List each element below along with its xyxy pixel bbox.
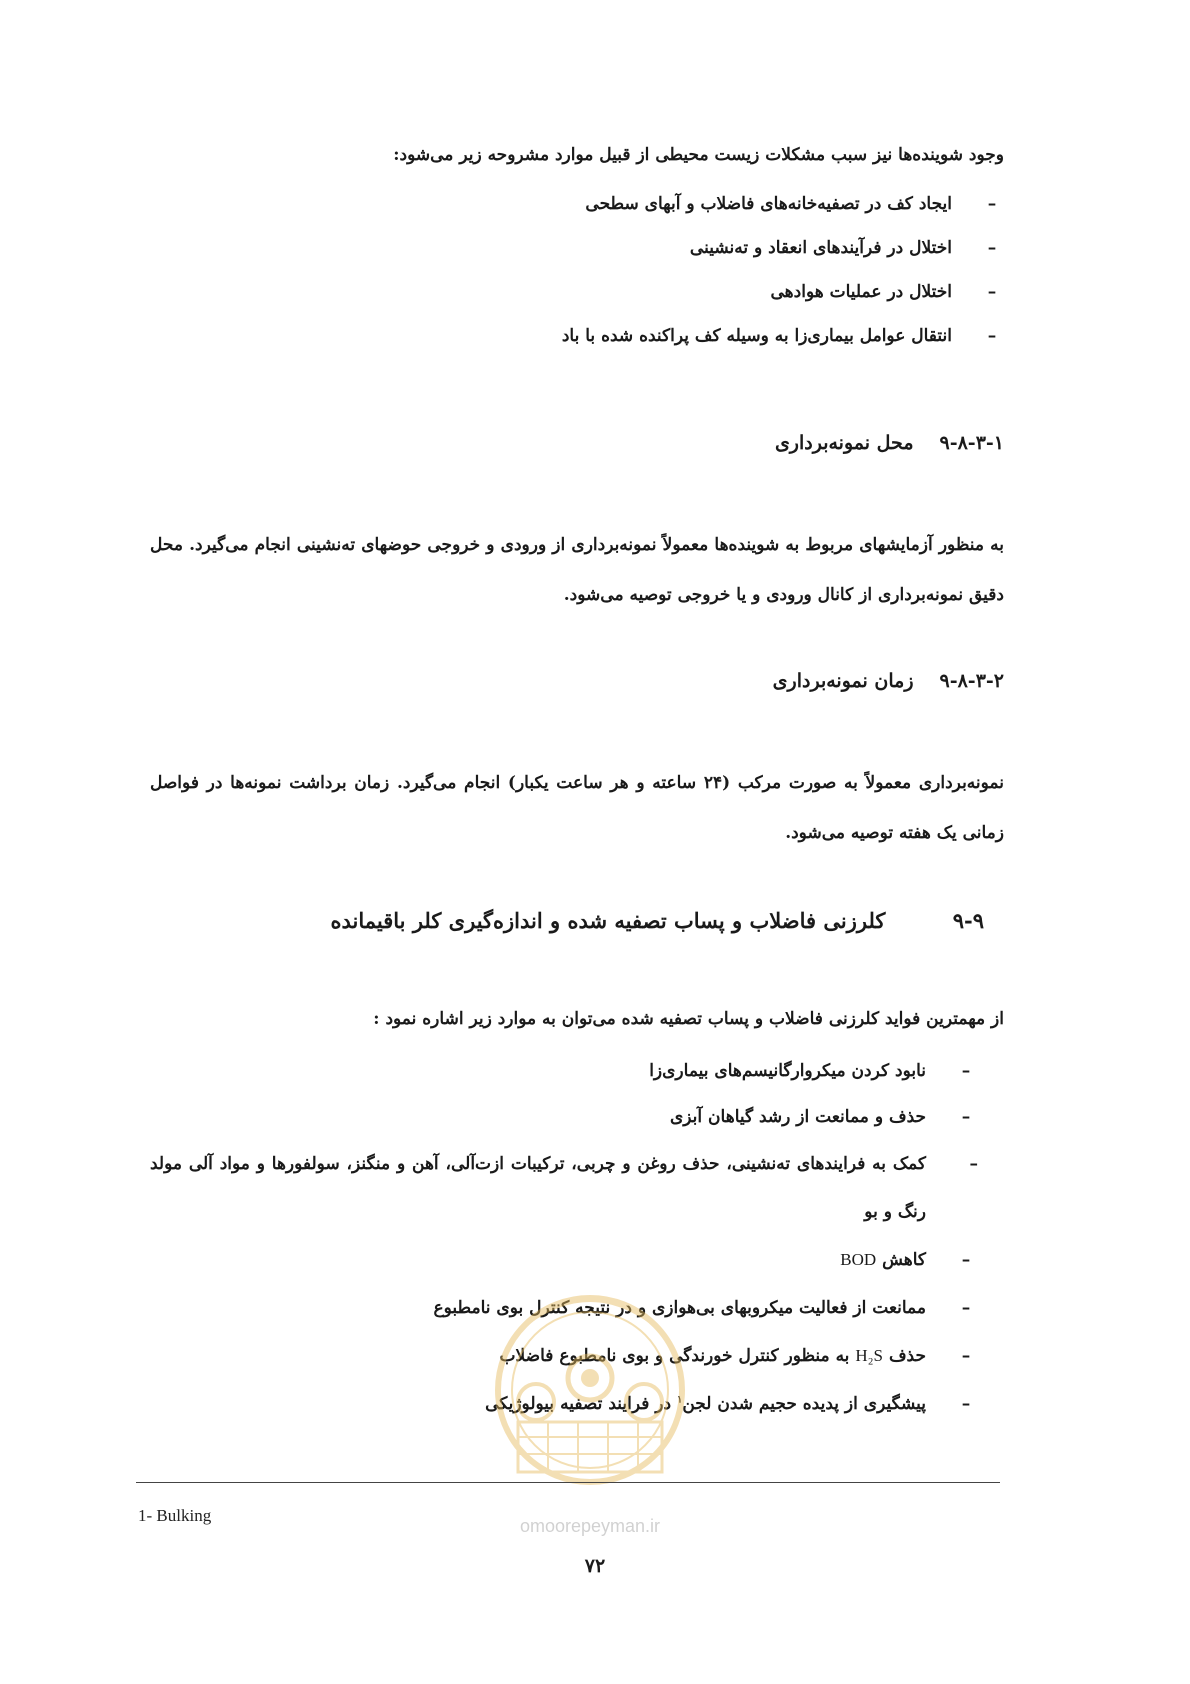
paragraph: به منظور آزمایشهای مربوط به شوینده‌ها معمولاً نمونه‌برداری از ورودی و خروجی حوضهای ته‌نشینی انجام می‌گیرد. محل دقیق نمونه‌برداری از کانال ورودی و یا خروجی توصیه می‌شود.: [150, 535, 1004, 605]
footnote: 1- Bulking: [138, 1506, 212, 1525]
section-title: کلرزنی فاضلاب و پساب تصفیه شده و اندازه‌گیری کلر باقیمانده: [330, 908, 886, 933]
page-number: ۷۲: [584, 1555, 606, 1577]
list-item: – اختلال در فرآیندهای انعقاد و ته‌نشینی: [689, 238, 997, 258]
list-item: – حذف و ممانعت از رشد گیاهان آبزی: [670, 1107, 971, 1127]
h2s-formula: H₂S: [855, 1346, 884, 1365]
section-number: ۹-۹: [952, 908, 984, 933]
section-title: محل نمونه‌برداری: [774, 432, 914, 454]
list-item: – پیشگیری از پدیده حجیم شدن لجن$^۱$ در فرایند تصفیه بیولوژیکی: [485, 1394, 971, 1414]
list-item: – حذف H₂S به منظور کنترل خورندگی و بوی نامطبوع فاضلاب: [499, 1346, 971, 1366]
section-sampling-time: [150, 670, 1004, 692]
bod-term: BOD: [840, 1250, 877, 1269]
list-item: – کمک به فرایندهای ته‌نشینی، حذف روغن و چربی، ترکیبات ازت‌آلی، آهن و منگنز، سولفورها و مواد آلی مولد رنگ و بو: [150, 1154, 978, 1222]
list-item: – ممانعت از فعالیت میکروبهای بی‌هوازی و در نتیجه کنترل بوی نامطبوع: [433, 1298, 971, 1318]
intro-bullet-list: [150, 182, 1004, 358]
section-heading: [150, 670, 1004, 692]
chlorination-body: [150, 1004, 1004, 1428]
watermark-url: omoorepeyman.ir: [519, 1516, 661, 1536]
chlorination-intro: از مهمترین فواید کلرزنی فاضلاب و پساب تصفیه شده می‌توان به موارد زیر اشاره نمود :: [373, 1009, 1004, 1029]
list-item: – ایجاد کف در تصفیه‌خانه‌های فاضلاب و آبهای سطحی: [585, 194, 997, 214]
section-sampling-location: [150, 432, 1004, 454]
footnote-rule: [136, 1482, 1000, 1483]
section-title: زمان نمونه‌برداری: [772, 670, 914, 692]
section-number: ۹-۸-۳-۲: [939, 670, 1004, 692]
section-heading: [150, 908, 1004, 933]
section-chlorination: [150, 908, 1004, 933]
paragraph: نمونه‌برداری معمولاً به صورت مرکب (۲۴ ساعته و هر ساعت یکبار) انجام می‌گیرد. زمان برداشت نمونه‌ها در فواصل زمانی یک هفته توصیه می‌شود.: [150, 773, 1004, 843]
intro-section: [150, 140, 1004, 358]
list-item: – نابود کردن میکروارگانیسم‌های بیماری‌زا: [649, 1061, 971, 1081]
section-heading: [150, 432, 1004, 454]
intro-paragraph: وجود شوینده‌ها نیز سبب مشکلات زیست محیطی از قبیل موارد مشروحه زیر می‌شود:: [393, 145, 1004, 165]
section-number: ۹-۸-۳-۱: [939, 432, 1004, 454]
list-item: – اختلال در عملیات هوادهی: [770, 282, 997, 302]
sampling-time-body: [150, 758, 1004, 858]
chlorination-bullet-list: [150, 1048, 1004, 1428]
list-item: – کاهش BOD: [840, 1250, 971, 1270]
footnote-marker: ۱: [676, 1394, 683, 1406]
sampling-location-body: [150, 520, 1004, 620]
list-item: – انتقال عوامل بیماری‌زا به وسیله کف پراکنده شده با باد: [561, 326, 997, 346]
